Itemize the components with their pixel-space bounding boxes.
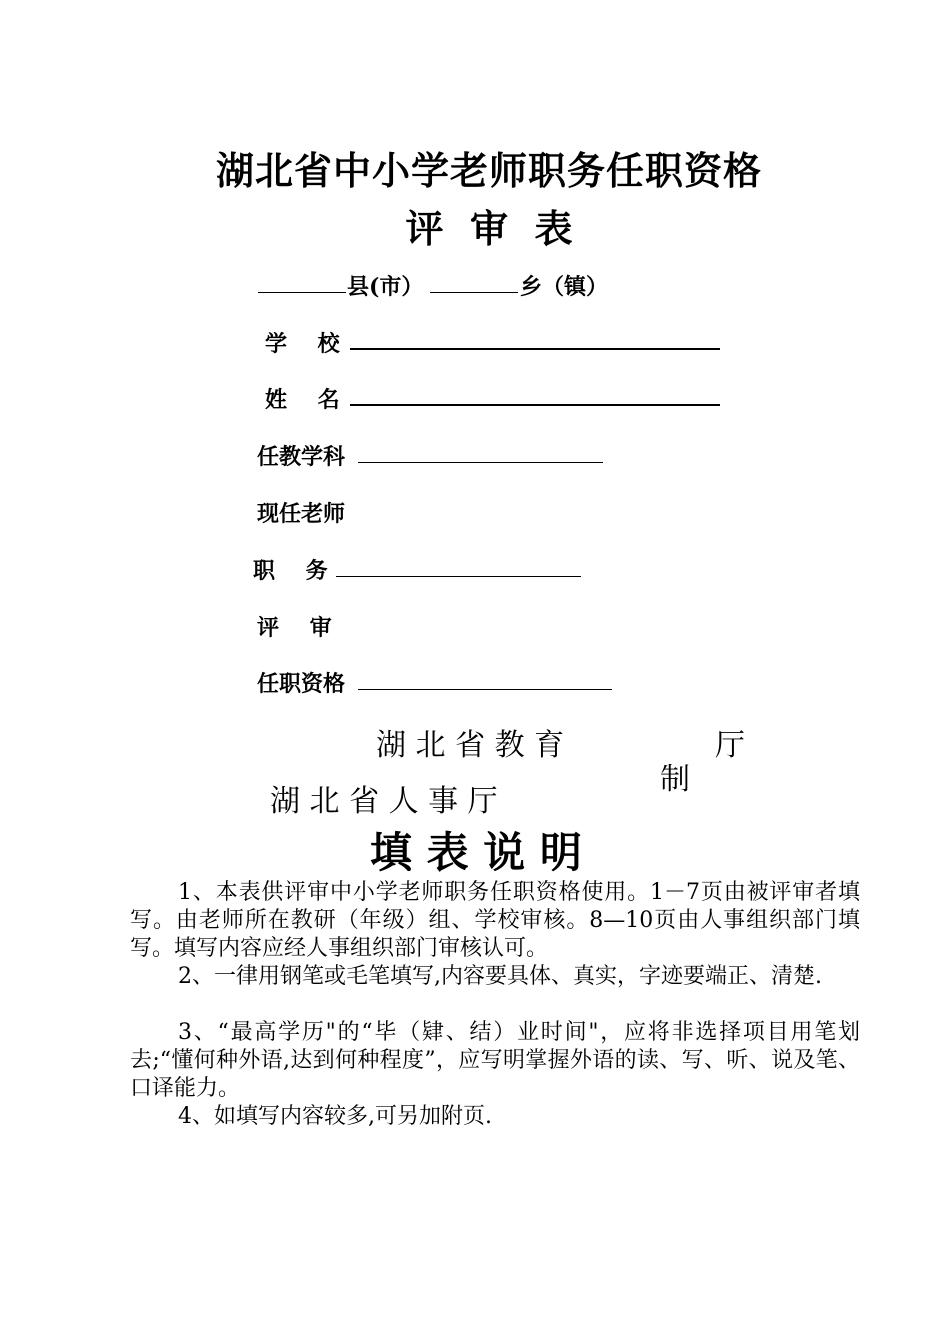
current-teacher-label: 现任老师 — [257, 501, 346, 527]
town-label: 乡（镇） — [520, 274, 609, 300]
issuer-zhi-char: 制 — [660, 762, 690, 797]
name-blank-line[interactable] — [350, 404, 720, 406]
subject-label: 任教学科 — [257, 444, 346, 470]
duty-blank-line[interactable] — [336, 576, 581, 577]
review-label: 评 审 — [257, 615, 332, 641]
issuer-ting-char: 厅 — [715, 728, 745, 763]
county-blank-line[interactable] — [258, 292, 346, 293]
school-label: 学 校 — [265, 331, 340, 357]
instruction-item-3: 3、“最高学历"的“毕（肄、结）业时间"，应将非选择项目用笔划去;“懂何种外语,达到何种程度”，应写明掌握外语的读、写、听、说及笔、口译能力。 — [130, 1020, 860, 1101]
name-label: 姓 名 — [265, 387, 340, 413]
duty-label: 职 务 — [253, 558, 328, 584]
county-label: 县(市） — [347, 274, 424, 300]
form-subtitle: 评 审 表 — [405, 206, 573, 251]
qualification-label: 任职资格 — [257, 671, 346, 697]
subject-blank-line[interactable] — [358, 462, 603, 463]
issuer-education-dept: 湖 北 省 教 育 — [376, 728, 565, 763]
instructions-heading: 填 表 说 明 — [370, 828, 582, 877]
instruction-item-4: 4、如填写内容较多,可另加附页. — [178, 1104, 492, 1129]
instruction-item-2: 2、一律用钢笔或毛笔填写,内容要具体、真实，字迹要端正、清楚. — [178, 964, 822, 989]
instruction-item-1: 1、本表供评审中小学老师职务任职资格使用。1－7页由被评审者填写。由老师所在教研（年级）组、学校审核。8—10页由人事组织部门填写。填写内容应经人事组织部门审核认可。 — [130, 880, 860, 961]
town-blank-line[interactable] — [430, 292, 518, 293]
issuer-hr-dept: 湖 北 省 人 事 厅 — [270, 784, 498, 819]
form-title: 湖北省中小学老师职务任职资格 — [215, 148, 762, 193]
qualification-blank-line[interactable] — [358, 689, 612, 690]
school-blank-line[interactable] — [350, 348, 720, 350]
